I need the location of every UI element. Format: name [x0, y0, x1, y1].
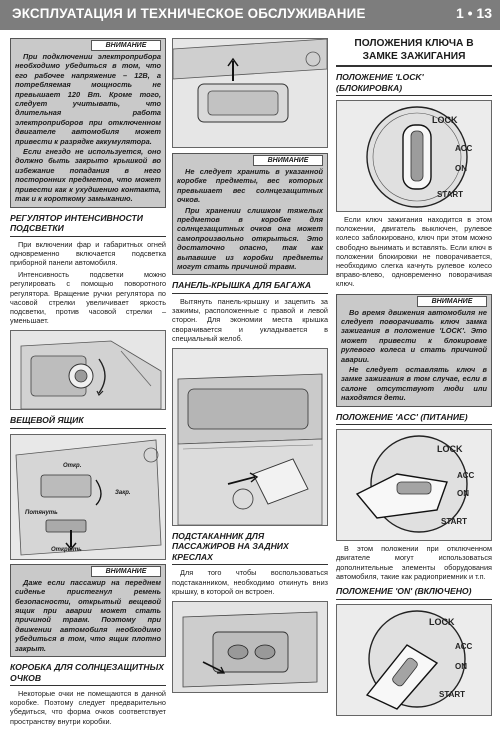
cargo-cover-illustration	[173, 349, 327, 525]
dial-word-start: START	[441, 517, 468, 527]
dial-word-lock: LOCK	[429, 616, 455, 627]
section-heading-dimmer: РЕГУЛЯТОР ИНТЕНСИВНОСТИ ПОДСВЕТКИ	[10, 213, 166, 237]
column-left	[10, 38, 166, 726]
column-right	[336, 38, 492, 716]
warning-tag: ВНИМАНИЕ	[253, 155, 323, 166]
chapter-title: ЭКСПЛУАТАЦИЯ И ТЕХНИЧЕСКОЕ ОБСЛУЖИВАНИЕ	[12, 6, 366, 21]
figure-cargo-cover	[172, 348, 328, 526]
body-text: Интенсивность подсветки можно регулировать с помощью поворотного регулятора. Вращение ручки регулятора по часовой стрелки увеличивает яркость подсветки, против часовой стрелки – уменьшает.	[10, 270, 166, 326]
figure-sunglasses-box	[172, 38, 328, 148]
glovebox-illustration	[11, 435, 165, 559]
dial-word-on: ON	[457, 489, 469, 499]
figure-on-position	[336, 604, 492, 716]
section-heading-sunglasses: КОРОБКА ДЛЯ СОЛНЦЕЗАЩИТНЫХ ОЧКОВ	[10, 662, 166, 686]
warning-box-glovebox	[10, 564, 166, 657]
dial-word-start: START	[439, 689, 466, 699]
ignition-lock-dial	[337, 101, 491, 211]
section-heading-cupholder: ПОДСТАКАННИК ДЛЯ ПАССАЖИРОВ НА ЗАДНИХ КРЕСЛАХ	[172, 531, 328, 566]
dial-word-start: START	[437, 190, 464, 199]
dial-word-acc: ACC	[457, 471, 475, 481]
label-pull: Потянуть	[25, 509, 58, 516]
dial-word-on: ON	[455, 661, 467, 671]
warning-tag: ВНИМАНИЕ	[417, 296, 487, 307]
figure-dimmer	[10, 330, 166, 410]
warning-text: Не следует оставлять ключ в замке зажигания в том случае, если в салоне отсутствуют люди или находятся дети.	[341, 365, 487, 403]
ignition-on-dial	[337, 605, 491, 715]
dimmer-knob-illustration	[11, 331, 165, 409]
section-heading-glovebox: ВЕЩЕВОЙ ЯЩИК	[10, 415, 166, 429]
ignition-acc-dial	[337, 430, 491, 540]
label-close: Закр.	[115, 489, 131, 496]
section-heading-cargo: ПАНЕЛЬ-КРЫШКА ДЛЯ БАГАЖА	[172, 280, 328, 294]
dial-word-lock: LOCK	[437, 444, 463, 455]
label-open: Откр.	[63, 462, 82, 469]
cupholder-illustration	[173, 602, 327, 692]
body-text: Некоторые очки не помещаются в данной коробке. Поэтому следует предварительно убедиться, что форма очков соответствует пространству внутри коробки.	[10, 689, 166, 726]
dial-word-acc: ACC	[455, 641, 473, 651]
body-text: Вытянуть панель-крышку и зацепить за зажимы, расположенные с правой и левой сторон. Для экономии места крышка сворачивается и укладывается в специальный желоб.	[172, 296, 328, 343]
warning-box-ignition	[336, 294, 492, 407]
label-open2: Открыть	[51, 546, 82, 553]
dial-word-lock: LOCK	[432, 115, 458, 125]
warning-text: При подключении электроприбора необходимо убедиться в том, что его рабочее напряжение – 12В, а потребляемая мощность не превышает 120 Вт. Кроме того, следует учитывать, что длительная работа электроприборов при отключенном двигателе автомобиля может привести к разрядке аккумулятора.	[15, 52, 161, 146]
warning-box-socket	[10, 38, 166, 208]
warning-text: Если гнездо не используется, оно должно быть закрыто крышкой во избежание попадания в него посторонних предметов, что может привести как к ухудшению контакта, так и к короткому замыканию.	[15, 147, 161, 204]
warning-tag: ВНИМАНИЕ	[91, 40, 161, 51]
body-text: При включении фар и габаритных огней одновременно включается подсветка приборной панели автомобиля.	[10, 239, 166, 267]
heading-position-on: ПОЛОЖЕНИЕ 'ON' (ВКЛЮЧЕНО)	[336, 586, 492, 600]
heading-position-acc: ПОЛОЖЕНИЕ 'ACC' (ПИТАНИЕ)	[336, 412, 492, 426]
warning-box-sunglasses	[172, 153, 328, 275]
figure-cupholder	[172, 601, 328, 693]
heading-position-lock: ПОЛОЖЕНИЕ 'LOCK' (БЛОКИРОВКА)	[336, 72, 492, 96]
page-header	[0, 0, 500, 30]
figure-lock-position	[336, 100, 492, 212]
body-text: Если ключ зажигания находится в этом положении, двигатель выключен, рулевое колесо заблокировано, ключ при этом можно свободно вынимать и вставлять. Если ключ в положении блокировки не поворачивается, необходимо слегка качнуть рулевое колесо вправо-влево, одновременно поворачивая ключ.	[336, 215, 492, 289]
sunglasses-box-illustration	[173, 39, 327, 147]
warning-tag: ВНИМАНИЕ	[91, 566, 161, 577]
dial-word-on: ON	[455, 164, 467, 173]
column-middle	[172, 38, 328, 693]
warning-text: Даже если пассажир на переднем сиденье пристегнул ремень безопасности, открытый вещевой ящик при аварии может стать причиной травм. Поэтому при движении автомобиля необходимо убедиться в том, что ящик плотно закрыт.	[15, 577, 161, 653]
body-text: Для того чтобы воспользоваться подстаканником, необходимо откинуть вниз крышку, в которой он встроен.	[172, 568, 328, 596]
body-text: В этом положении при отключенном двигателе могут использоваться дополнительные элементы оборудования автомобиля, такие как радиоприемник и т.п.	[336, 544, 492, 581]
warning-text: При хранении слишком тяжелых предметов в коробке для солнцезащитных очков она может самопроизвольно открыться. Это достаточно опасно, так как выпавшие из коробки предметы могут стать причиной травм.	[177, 205, 323, 272]
warning-text: Во время движения автомобиля не следует поворачивать ключ замка зажигания в положение 'LOCK'. Это может привести к блокировке рулевого колеса и стать причиной аварии.	[341, 307, 487, 364]
figure-glovebox	[10, 434, 166, 560]
section-heading-ignition: ПОЛОЖЕНИЯ КЛЮЧА В ЗАМКЕ ЗАЖИГАНИЯ	[336, 38, 492, 67]
dial-word-acc: ACC	[455, 144, 473, 153]
page-number: 1 • 13	[455, 5, 492, 21]
figure-acc-position	[336, 429, 492, 541]
warning-text: Не следует хранить в указанной коробке предметы, вес которых превышает вес солнцезащитных очков.	[177, 167, 323, 205]
